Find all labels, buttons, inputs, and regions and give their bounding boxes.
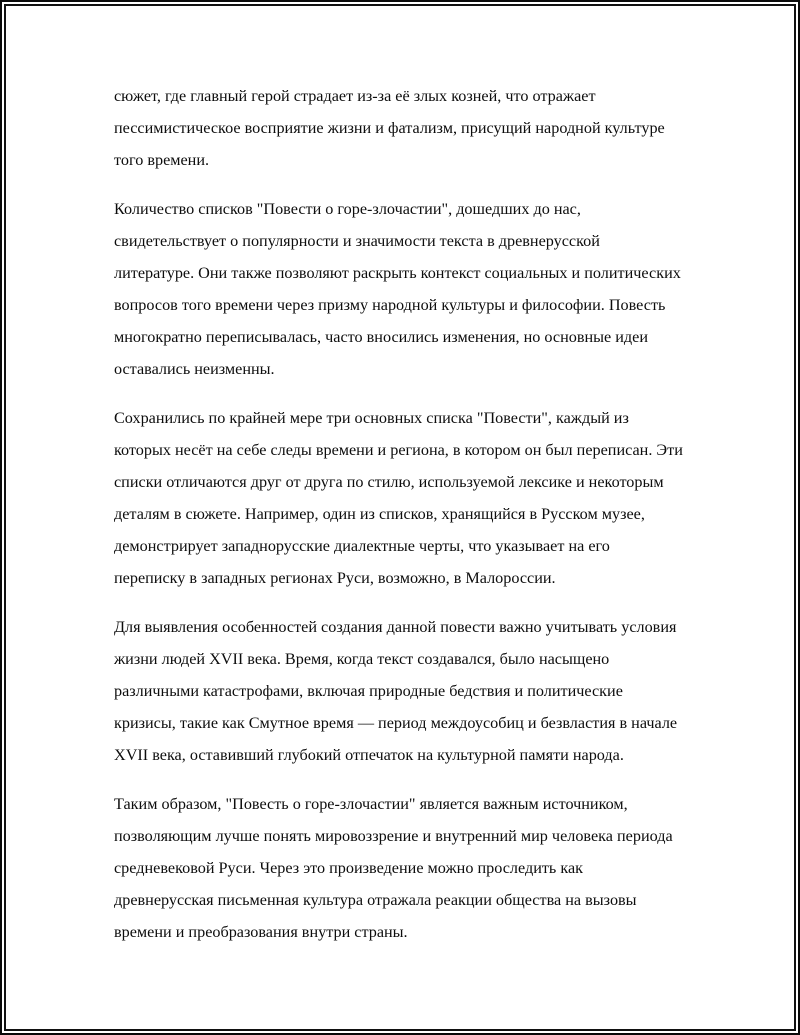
paragraph-1: сюжет, где главный герой страдает из-за её злых козней, что отражает пессимистическое восприятие жизни и фатализм, присущий народной культуре того времени. bbox=[114, 87, 665, 169]
document-text-column bbox=[114, 80, 684, 948]
paragraph-4: Для выявления особенностей создания данной повести важно учитывать условия жизни людей XVII века. Время, когда текст создавался, было насыщено различными катастрофами, включая природные бедствия и политические кризисы, такие как Смутное время — период междоусобиц и безвластия в начале XVII века, оставивший глубокий отпечаток на культурной памяти народа. bbox=[114, 618, 678, 764]
document-body bbox=[2, 2, 798, 1033]
paragraph-5: Таким образом, "Повесть о горе-злочастии" является важным источником, позволяющим лучше понять мировоззрение и внутренний мир человека периода средневековой Руси. Через это произведение можно проследить как древнерусская письменная культура отражала реакции общества на вызовы времени и преобразования внутри страны. bbox=[114, 795, 673, 941]
paragraph-3: Сохранились по крайней мере три основных списка "Повести", каждый из которых несёт на себе следы времени и региона, в котором он был переписан. Эти списки отличаются друг от друга по стилю, используемой лексике и некоторым деталям в сюжете. Например, один из списков, хранящийся в Русском музее, демонстрирует западнорусские диалектные черты, что указывает на его переписку в западных регионах Руси, возможно, в Малороссии. bbox=[114, 409, 683, 587]
paragraph-2: Количество списков "Повести о горе-злочастии", дошедших до нас, свидетельствует о популярности и значимости текста в древнерусской литературе. Они также позволяют раскрыть контекст социальных и политических вопросов того времени через призму народной культуры и философии. Повесть многократно переписывалась, часто вносились изменения, но основные идеи оставались неизменны. bbox=[114, 200, 681, 378]
